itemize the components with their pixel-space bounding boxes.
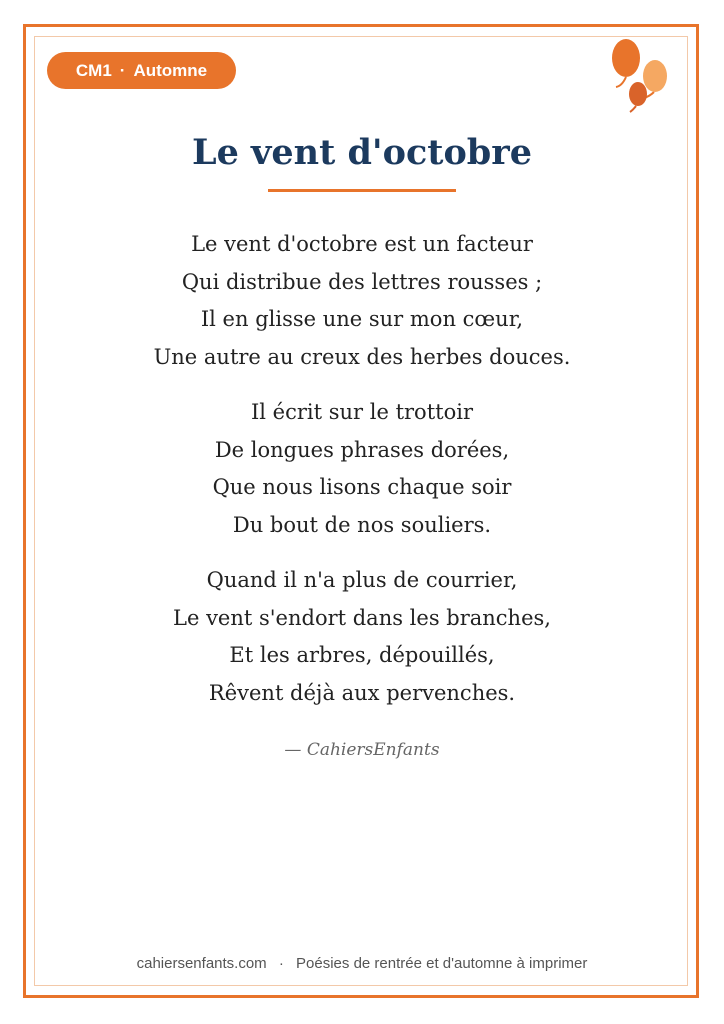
- poem-line: Il écrit sur le trottoir: [251, 400, 473, 424]
- poem-line: Une autre au creux des herbes douces.: [153, 344, 571, 369]
- poem-line: Rêvent déjà aux pervenches.: [208, 680, 516, 705]
- stanza: [0, 394, 724, 544]
- poem-line: Le vent s'endort dans les branches,: [173, 605, 551, 630]
- badge-separator: ·: [119, 60, 126, 80]
- poem-line: Et les arbres, dépouillés,: [229, 643, 495, 667]
- poem-line: Qui distribue des lettres rousses ;: [181, 269, 543, 294]
- poem-body: [0, 226, 724, 730]
- poem-line: Quand il n'a plus de courrier,: [206, 568, 518, 592]
- badge-season: Automne: [133, 60, 208, 80]
- title-underline: [268, 189, 456, 192]
- poem-line: De longues phrases dorées,: [214, 437, 510, 462]
- poem-line: Il en glisse une sur mon cœur,: [200, 307, 524, 331]
- stanza: [0, 562, 724, 712]
- level-season-badge: [47, 52, 236, 89]
- footer-separator: ·: [278, 955, 284, 972]
- balloons-icon: [600, 36, 675, 116]
- stanza: [0, 226, 724, 376]
- footer-site-link[interactable]: cahiersenfants.com: [136, 955, 267, 972]
- poem-line: Que nous lisons chaque soir: [212, 475, 512, 499]
- poem-line: Du bout de nos souliers.: [232, 512, 492, 537]
- poem-title: Le vent d'octobre: [191, 132, 532, 173]
- poem-author: — CahiersEnfants: [284, 740, 440, 760]
- page-footer: [0, 955, 724, 972]
- poem-line: Le vent d'octobre est un facteur: [191, 232, 533, 256]
- footer-description: Poésies de rentrée et d'automne à imprimer: [296, 955, 588, 972]
- badge-level: CM1: [75, 60, 112, 80]
